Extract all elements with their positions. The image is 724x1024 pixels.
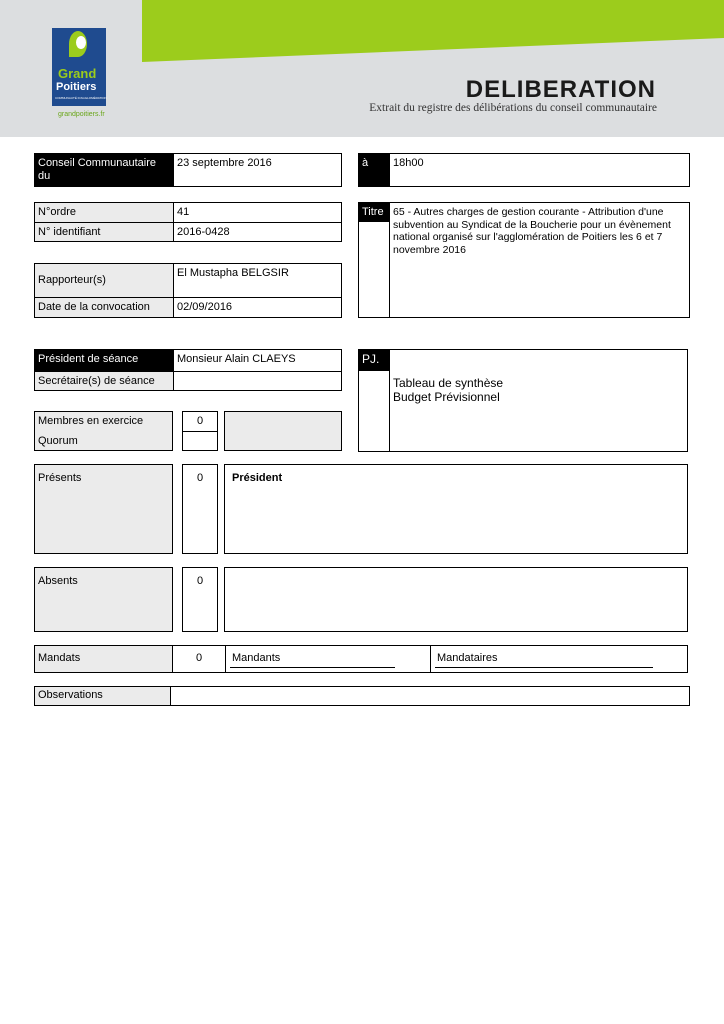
members-extra-box [224, 411, 342, 451]
pj-item: Budget Prévisionnel [393, 390, 500, 404]
members-label-box [34, 411, 173, 451]
meeting-time-box [358, 153, 690, 187]
exercice-value: 0 [196, 415, 204, 427]
absents-label-box [34, 567, 173, 632]
session-box [34, 349, 342, 391]
meeting-date: 23 septembre 2016 [177, 157, 272, 169]
mandats-box [34, 645, 688, 673]
logo-grand-text: Grand [58, 66, 97, 81]
absents-count-box [182, 567, 218, 632]
rapporteur-box [34, 263, 342, 318]
identifier-value: 2016-0428 [177, 226, 230, 238]
titre-text: 65 - Autres charges de gestion courante - Attribution d'une subvention au Syndicat de la Boucherie pour un évènement national organisé sur l'agglomération de Poitiers les 6 et 7 novembre 2016 [393, 206, 671, 256]
grand-poitiers-logo [52, 28, 106, 106]
ids-box [34, 202, 342, 242]
secretary-value [174, 372, 340, 390]
president-label: Président de séance [35, 350, 173, 371]
members-value-box [182, 411, 218, 451]
leaf-highlight-icon [76, 36, 86, 49]
logo-tagline: COMMUNAUTÉ D'AGGLOMÉRATION [55, 96, 107, 100]
page-subtitle: Extrait du registre des délibérations du conseil communautaire [369, 102, 657, 114]
president-value: Monsieur Alain CLAEYS [177, 353, 296, 365]
secretary-label: Secrétaire(s) de séance [35, 372, 173, 390]
absents-detail-box [224, 567, 688, 632]
meeting-time: 18h00 [393, 157, 424, 169]
observations-label: Observations [35, 687, 170, 705]
presents-count: 0 [196, 472, 204, 484]
mandataires-label: Mandataires [437, 652, 498, 664]
pj-list [393, 376, 503, 404]
pj-box [358, 349, 688, 452]
titre-label: Titre [359, 203, 389, 222]
presents-detail: Président [232, 472, 283, 484]
exercice-label: Membres en exercice [38, 415, 144, 427]
logo-poitiers-text: Poitiers [56, 81, 97, 93]
meeting-box [34, 153, 342, 187]
presents-label: Présents [38, 472, 82, 484]
presents-count-box [182, 464, 218, 554]
mandants-label: Mandants [232, 652, 281, 664]
page-title: DELIBERATION [465, 76, 656, 103]
quorum-label: Quorum [38, 435, 78, 447]
observations-value [171, 687, 687, 705]
convocation-label: Date de la convocation [35, 298, 173, 317]
logo-url: grandpoitiers.fr [58, 111, 105, 118]
identifier-label: N° identifiant [35, 223, 173, 241]
absents-count: 0 [196, 575, 204, 587]
mandats-count: 0 [195, 652, 203, 664]
meeting-label: Conseil Communautaire du [35, 154, 173, 186]
order-label: N°ordre [35, 203, 173, 222]
observations-box [34, 686, 690, 706]
titre-box [358, 202, 690, 318]
absents-label: Absents [38, 575, 78, 587]
mandataires-underline [435, 667, 653, 668]
mandats-label: Mandats [35, 646, 172, 672]
header-accent-stripe [0, 0, 724, 137]
rapporteur-label: Rapporteur(s) [35, 264, 173, 297]
convocation-date: 02/09/2016 [177, 301, 233, 313]
presents-label-box [34, 464, 173, 554]
order-value: 41 [177, 206, 190, 218]
pj-label: PJ. [359, 350, 389, 371]
rapporteur-value: El Mustapha BELGSIR [177, 267, 289, 279]
pj-item: Tableau de synthèse [393, 376, 504, 390]
presents-detail-box [224, 464, 688, 554]
mandants-underline [230, 667, 395, 668]
quorum-value [183, 432, 217, 450]
time-label: à [359, 154, 389, 186]
